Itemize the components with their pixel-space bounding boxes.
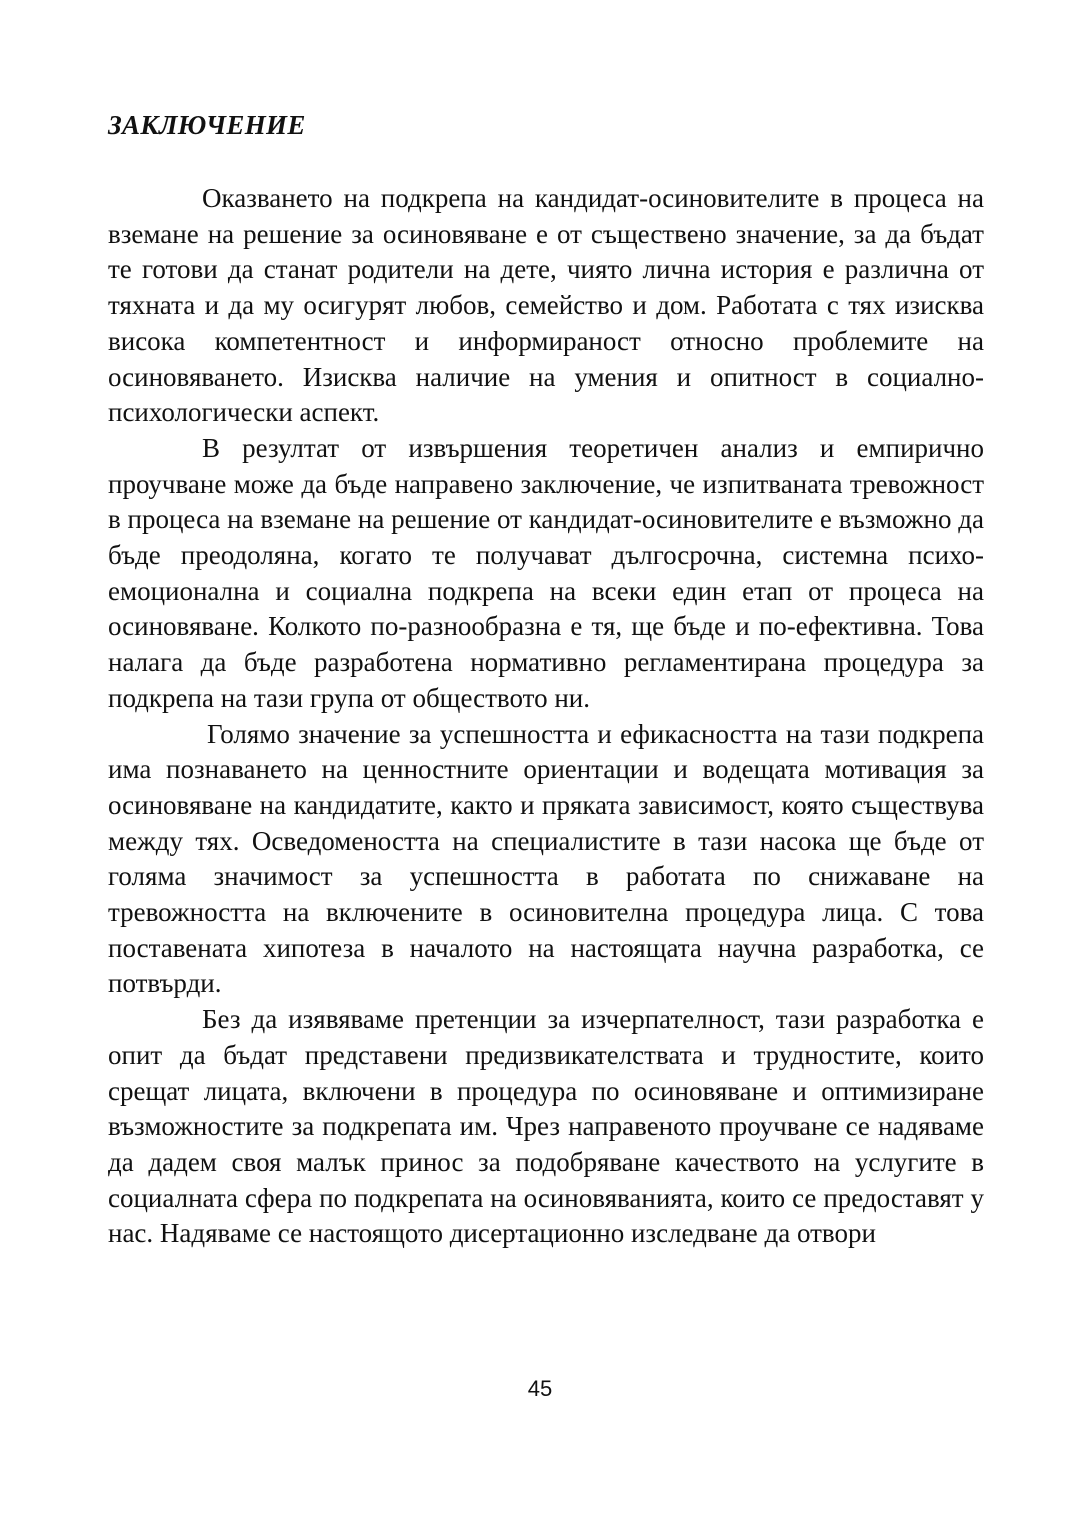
paragraph-3: Голямо значение за успешността и ефикасността на тази подкрепа има познаването на ценностните ориентации и водещата мотивация за осиновяване на кандидатите, както и пряката зависимост, която съществува между тях. Осведомеността на специалистите в тази насока ще бъде от голяма значимост за успешността в работата по снижаване на тревожността на включените в осиновителна процедура лица. С това поставената хипотеза в началото на настоящата научна разработка, се потвърди.	[108, 718, 984, 999]
page-number: 45	[527, 1376, 553, 1401]
section-heading: ЗАКЛЮЧЕНИЕ	[108, 110, 306, 140]
paragraph-4: Без да изявяваме претенции за изчерпателност, тази разработка е опит да бъдат представени предизвикателствата и трудностите, които срещат лицата, включени в процедура по осиновяване и оптимизиране възможностите за подкрепата им. Чрез направеното проучване се надяваме да дадем своя малък принос за подобряване качеството на услугите в социалната сфера по подкрепата на осиновяванията, които се предоставят у нас. Надяваме се настоящото дисертационно изследване да отвори	[108, 1004, 984, 1249]
paragraph-1: Оказването на подкрепа на кандидат-осиновителите в процеса на вземане на решение за осиновяване е от съществено значение, за да бъдат те готови да станат родители на дете, чиято лична история е различна от тяхната и да му осигурят любов, семейство и дом. Работата с тях изисква висока компетентност и информираност относно проблемите на осиновяването. Изисква наличие на умения и опитност в социално-психологически аспект.	[108, 183, 984, 428]
body-text	[108, 181, 984, 1252]
paragraph-2: В резултат от извършения теоретичен анализ и емпирично проучване може да бъде направено заключение, че изпитваната тревожност в процеса на вземане на решение от кандидат-осиновителите е възможно да бъде преодоляна, когато те получават дългосрочна, системна психо-емоционална и социална подкрепа на всеки един етап от процеса на осиновяване. Колкото по-разнообразна е тя, ще бъде и по-ефективна. Това налага да бъде разработена нормативно регламентирана процедура за подкрепа на тази група от обществото ни.	[108, 432, 984, 713]
